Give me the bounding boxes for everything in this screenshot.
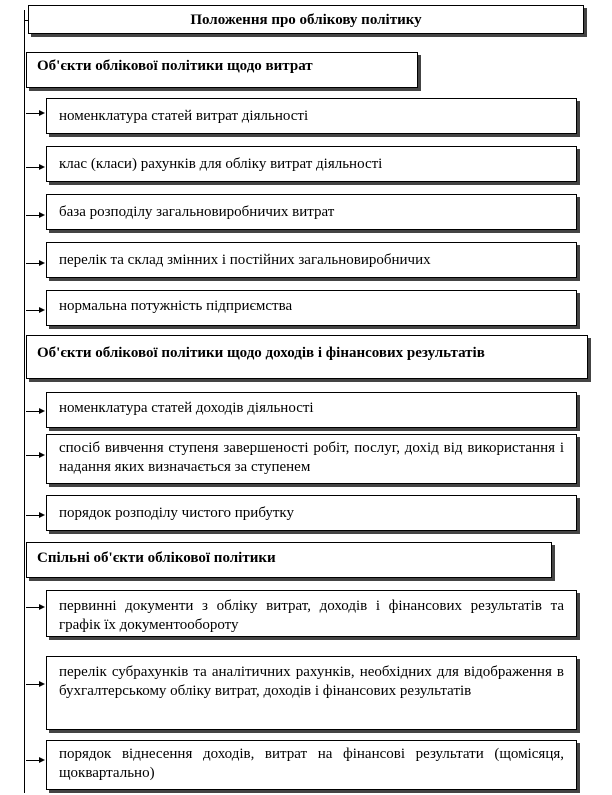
item-subaccounts-list: перелік субрахунків та аналітичних рахунків, необхідних для відображення в бухгалтерському обліку витрат, доходів і фінансових результатів — [46, 656, 577, 730]
item-completion-method: спосіб вивчення ступеня завершеності робіт, послуг, дохід від використання і надання яких визначається за ступенем — [46, 434, 577, 484]
arrow-icon — [26, 760, 42, 761]
title-connector — [24, 20, 28, 21]
arrow-icon — [26, 455, 42, 456]
arrow-icon — [26, 607, 42, 608]
item-overhead-composition: перелік та склад змінних і постійних загальновиробничих — [46, 242, 577, 278]
arrow-icon — [26, 113, 42, 114]
item-normal-capacity: нормальна потужність підприємства — [46, 290, 577, 326]
arrow-icon — [26, 167, 42, 168]
connector-spine — [24, 10, 25, 793]
section-heading-common: Спільні об'єкти облікової політики — [26, 542, 552, 578]
item-primary-documents: первинні документи з обліку витрат, доходів і фінансових результатів та графік їх документообороту — [46, 590, 577, 637]
arrow-icon — [26, 215, 42, 216]
section-heading-expenses: Об'єкти облікової політики щодо витрат — [26, 52, 418, 88]
item-expense-nomenclature: номенклатура статей витрат діяльності — [46, 98, 577, 134]
arrow-icon — [26, 684, 42, 685]
section-heading-revenue: Об'єкти облікової політики щодо доходів і фінансових результатів — [26, 335, 588, 379]
item-expense-account-classes: клас (класи) рахунків для обліку витрат діяльності — [46, 146, 577, 182]
item-results-assignment-order: порядок віднесення доходів, витрат на фінансові результати (щомісяця, щоквартально) — [46, 740, 577, 790]
diagram-title: Положення про облікову політику — [28, 5, 584, 34]
item-revenue-nomenclature: номенклатура статей доходів діяльності — [46, 392, 577, 428]
arrow-icon — [26, 411, 42, 412]
arrow-icon — [26, 310, 42, 311]
arrow-icon — [26, 263, 42, 264]
item-net-profit-distribution: порядок розподілу чистого прибутку — [46, 495, 577, 531]
item-overhead-allocation-base: база розподілу загальновиробничих витрат — [46, 194, 577, 230]
arrow-icon — [26, 515, 42, 516]
